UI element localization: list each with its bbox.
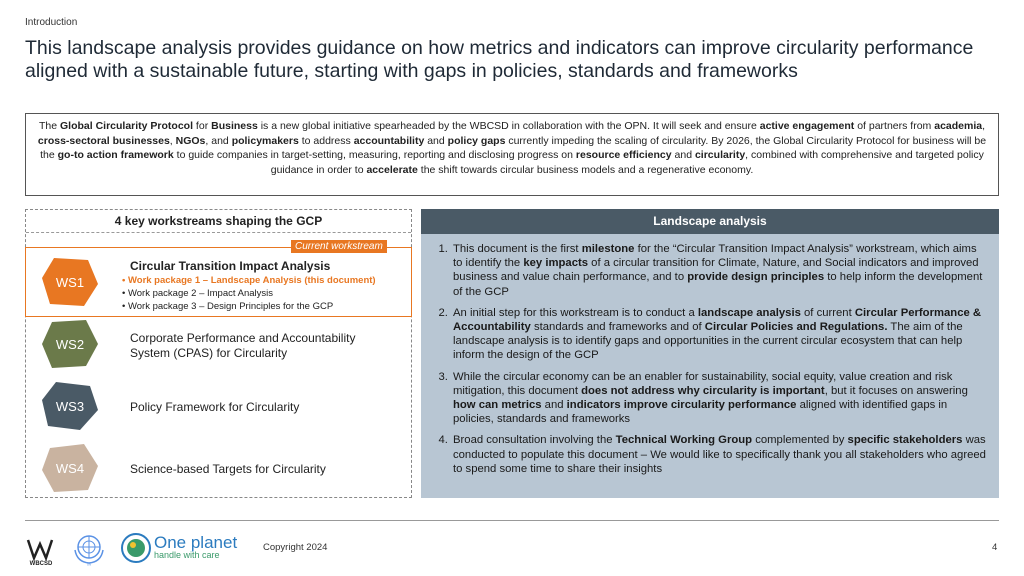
landscape-text: for the “Circular Transition Impact Analysis” workstream, which aims to identify the [453, 243, 977, 270]
landscape-text: of current [800, 306, 855, 319]
landscape-text: This document is the first [453, 243, 582, 255]
intro-bold: policy gaps [447, 134, 506, 147]
landscape-text: of a circular transition for Climate, Nature, and Social indicators and improved business and value chain performance, and to [453, 257, 979, 284]
un-logo-text: UN [86, 562, 92, 566]
one-planet-logo-icon [120, 532, 152, 564]
intro-text: is a new global initiative spearheaded by the WBCSD in collaboration with the OPN. It will seek and ensure [257, 120, 760, 132]
intro-text: currently impeding the scaling of circularity. By 2026, the Global Circularity Protocol for business will be the [40, 134, 987, 161]
landscape-text: , but it focuses on answering [824, 384, 968, 397]
landscape-text: aligned with identified gaps in policies, standards and frameworks [453, 399, 948, 426]
landscape-bold: provide design principles [687, 271, 825, 284]
landscape-text: An initial step for this workstream is to conduct a [453, 306, 698, 319]
landscape-text: was conducted to populate this document – We would like to specifically thank you all stakeholders who agreed to spend some time to share their insights [453, 434, 986, 475]
landscape-bold: key impacts [523, 257, 589, 270]
page-title: This landscape analysis provides guidance on how metrics and indicators can improve circularity performance aligned with a sustainable future, starting with gaps in policies, standards and frameworks [25, 37, 974, 82]
intro-bold: Business [211, 120, 258, 132]
workstreams-divider [26, 232, 411, 233]
current-workstream-tag: Current workstream [291, 240, 387, 253]
landscape-text: The aim of the landscape analysis is to identify gaps and opportunities in the current circular ecosystem that can help inform the design of the GCP [453, 321, 963, 362]
intro-bold: academia [934, 120, 983, 132]
intro-bold: circularity [694, 149, 746, 161]
intro-bold: go-to action framework [57, 149, 174, 161]
footer-rule [25, 520, 999, 521]
wbcsd-logo-text: WBCSD [29, 561, 53, 566]
ws3-badge-label: WS3 [55, 398, 85, 414]
intro-text: to guide companies in target-setting, measuring, reporting and disclosing progress on [173, 149, 576, 161]
ws4-badge [40, 442, 100, 494]
intro-text: , [982, 120, 986, 132]
landscape-bold: indicators improve circularity performance [566, 399, 797, 412]
un-logo [71, 530, 107, 566]
workstreams-panel [25, 209, 412, 498]
landscape-text: complemented by [752, 434, 848, 447]
ws2-badge-label: WS2 [55, 336, 85, 352]
landscape-bold: how can metrics [453, 399, 542, 412]
landscape-panel [421, 209, 999, 498]
one-planet-tagline: handle with care [154, 550, 220, 560]
landscape-bold: specific stakeholders [847, 434, 963, 447]
ws1-title: Circular Transition Impact Analysis [130, 259, 331, 273]
landscape-bold: does not address why circularity is important [581, 384, 825, 397]
landscape-text: to help inform the development of the GCP [453, 271, 983, 298]
ws1-badge [40, 256, 100, 308]
work-package-2: • Work package 2 – Impact Analysis [122, 287, 376, 300]
one-planet-name: One planet [154, 533, 238, 552]
copyright: Copyright 2024 [263, 542, 328, 553]
landscape-bold: landscape analysis [697, 306, 801, 319]
intro-bold: policymakers [231, 134, 299, 147]
ws4-badge-label: WS4 [55, 460, 85, 476]
landscape-item-1 [451, 242, 987, 299]
wbcsd-logo [24, 532, 58, 566]
ws3-badge [40, 380, 100, 432]
intro-text: and [671, 149, 695, 161]
landscape-item-3 [451, 370, 987, 427]
work-package-3: • Work package 3 – Design Principles for the GCP [122, 300, 376, 313]
intro-text: , and [205, 134, 232, 147]
workstreams-heading: 4 key workstreams shaping the GCP [114, 214, 323, 228]
intro-bold: resource efficiency [575, 149, 672, 161]
section-label: Introduction [25, 17, 78, 28]
intro-bold: active engagement [759, 120, 855, 132]
landscape-item-2 [451, 306, 987, 363]
ws2-badge [40, 318, 100, 370]
landscape-text: standards and frameworks and of [530, 321, 705, 334]
landscape-item-4 [451, 433, 987, 476]
landscape-bold: milestone [581, 243, 635, 255]
intro-text: , combined with comprehensive and targeted policy guidance in order to [270, 149, 984, 176]
intro-text: and [424, 134, 448, 147]
landscape-text: Broad consultation involving the [453, 434, 616, 447]
intro-text: to address [298, 134, 354, 147]
landscape-list [421, 234, 999, 476]
page-number: 4 [992, 542, 998, 553]
intro-text: , [169, 134, 176, 147]
intro-text: for [193, 120, 212, 132]
intro-box [25, 113, 999, 196]
landscape-text: and [541, 399, 567, 412]
ws3-title: Policy Framework for Circularity [130, 400, 300, 414]
ws2-title: Corporate Performance and Accountability System (CPAS) for Circularity [130, 331, 356, 360]
intro-text: of partners from [854, 120, 935, 132]
intro-bold: accountability [353, 134, 425, 147]
intro-text: The [38, 120, 60, 132]
intro-bold: cross-sectoral businesses [37, 134, 170, 147]
landscape-bold: Technical Working Group [615, 434, 753, 447]
landscape-text: While the circular economy can be an enabler for sustainability, social equity, value creation and risk mitigation, this document [453, 370, 953, 397]
intro-text: the shift towards circular business models and a regenerative economy. [417, 163, 754, 176]
intro-bold: accelerate [366, 163, 418, 176]
landscape-header: Landscape analysis [421, 209, 999, 234]
work-package-1: • Work package 1 – Landscape Analysis (this document) [122, 274, 376, 287]
ws4-title: Science-based Targets for Circularity [130, 462, 326, 476]
landscape-bold: Circular Performance & Accountability [453, 306, 982, 334]
intro-bold: NGOs [175, 134, 206, 147]
ws1-badge-label: WS1 [55, 274, 85, 290]
ws1-package-list [122, 274, 376, 313]
landscape-bold: Circular Policies and Regulations. [704, 321, 888, 334]
intro-bold: Global Circularity Protocol [59, 120, 194, 132]
